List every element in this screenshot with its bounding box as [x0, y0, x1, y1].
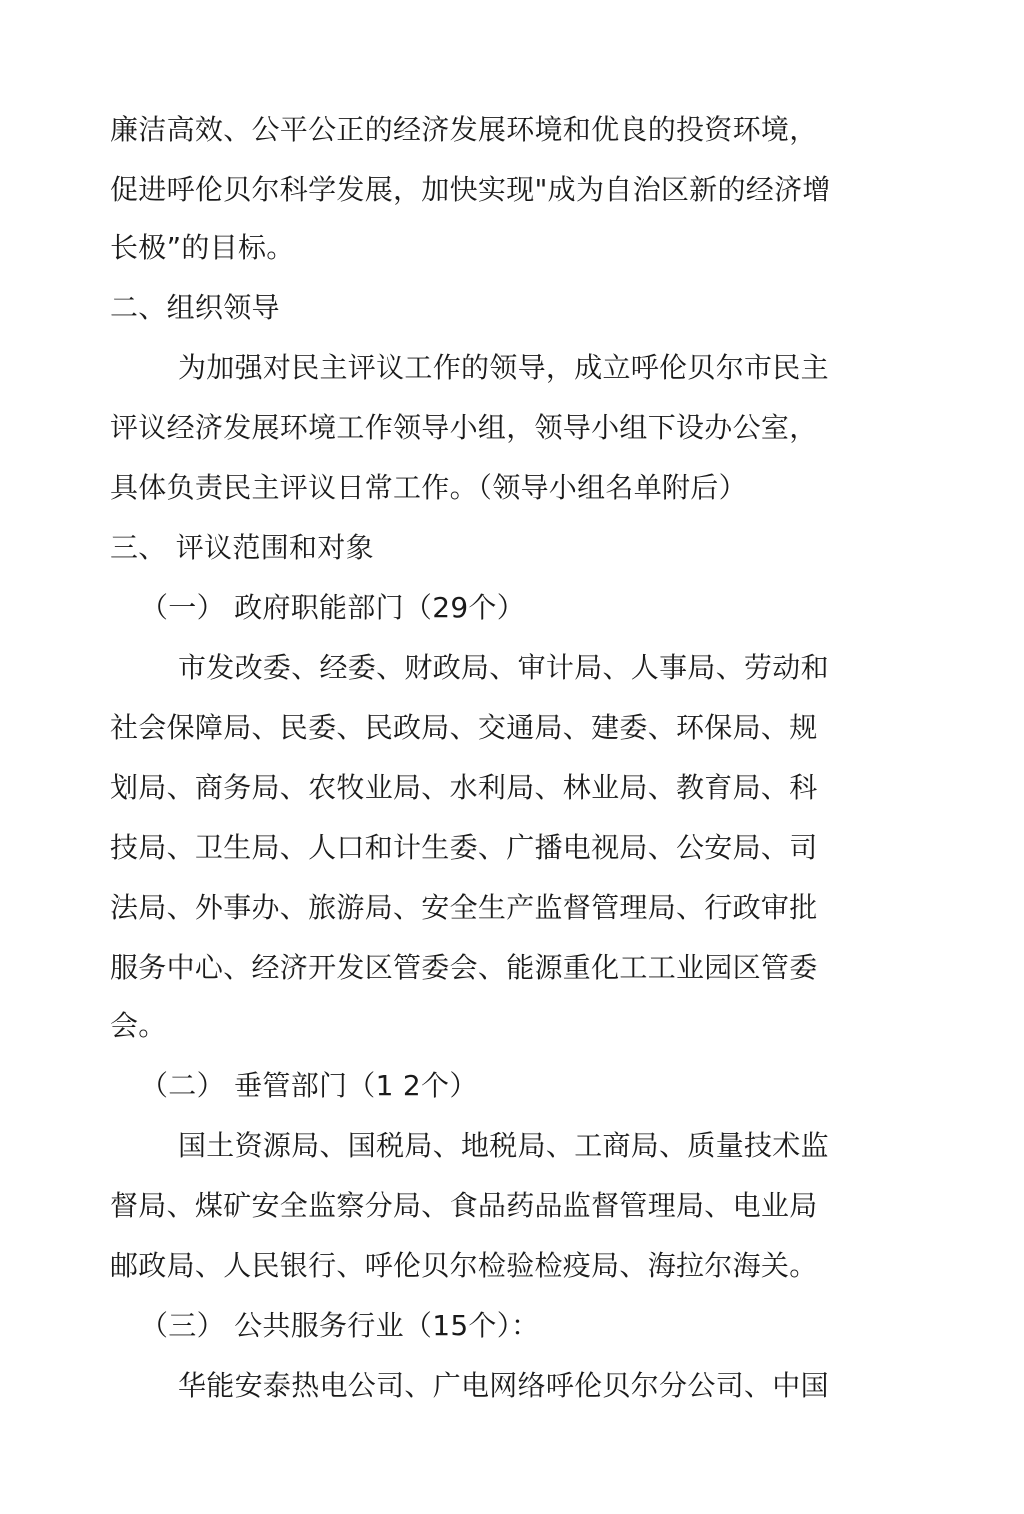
- paragraph-line: 服务中心、经济开发区管委会、能源重化工工业园区管委: [110, 951, 818, 984]
- paragraph-line: 廉洁高效、公平公正的经济发展环境和优良的投资环境，: [110, 113, 818, 146]
- paragraph-line: 会。: [110, 1009, 167, 1042]
- paragraph-line: 市发改委、经委、财政局、审计局、人事局、劳动和: [178, 651, 829, 684]
- section-heading: 二、组织领导: [110, 291, 280, 324]
- paragraph-line: 具体负责民主评议日常工作。（领导小组名单附后）: [110, 471, 747, 504]
- paragraph-line: 社会保障局、民委、民政局、交通局、建委、环保局、规: [110, 711, 818, 744]
- paragraph-line: 评议经济发展环境工作领导小组，领导小组下设办公室，: [110, 411, 818, 444]
- paragraph-line: 长极”的目标。: [110, 231, 295, 264]
- paragraph-line: 法局、外事办、旅游局、安全生产监督管理局、行政审批: [110, 891, 818, 924]
- paragraph-line: 划局、商务局、农牧业局、水利局、林业局、教育局、科: [110, 771, 818, 804]
- paragraph-line: 国土资源局、国税局、地税局、工商局、质量技术监: [178, 1129, 829, 1162]
- paragraph-line: 邮政局、人民银行、呼伦贝尔检验检疫局、海拉尔海关。: [110, 1249, 818, 1282]
- subsection-heading: （三） 公共服务行业（15个）：: [140, 1309, 540, 1342]
- section-heading: 三、 评议范围和对象: [110, 531, 374, 564]
- subsection-heading: （二） 垂管部门（1 2个）: [140, 1069, 478, 1102]
- paragraph-line: 华能安泰热电公司、广电网络呼伦贝尔分公司、中国: [178, 1369, 829, 1402]
- paragraph-line: 技局、卫生局、人口和计生委、广播电视局、公安局、司: [110, 831, 818, 864]
- paragraph-line: 促进呼伦贝尔科学发展，加快实现"成为自治区新的经济增: [110, 173, 831, 206]
- paragraph-line: 督局、煤矿安全监察分局、食品药品监督管理局、电业局: [110, 1189, 818, 1222]
- paragraph-line: 为加强对民主评议工作的领导，成立呼伦贝尔市民主: [178, 351, 829, 384]
- subsection-heading: （一） 政府职能部门（29个）: [140, 591, 526, 624]
